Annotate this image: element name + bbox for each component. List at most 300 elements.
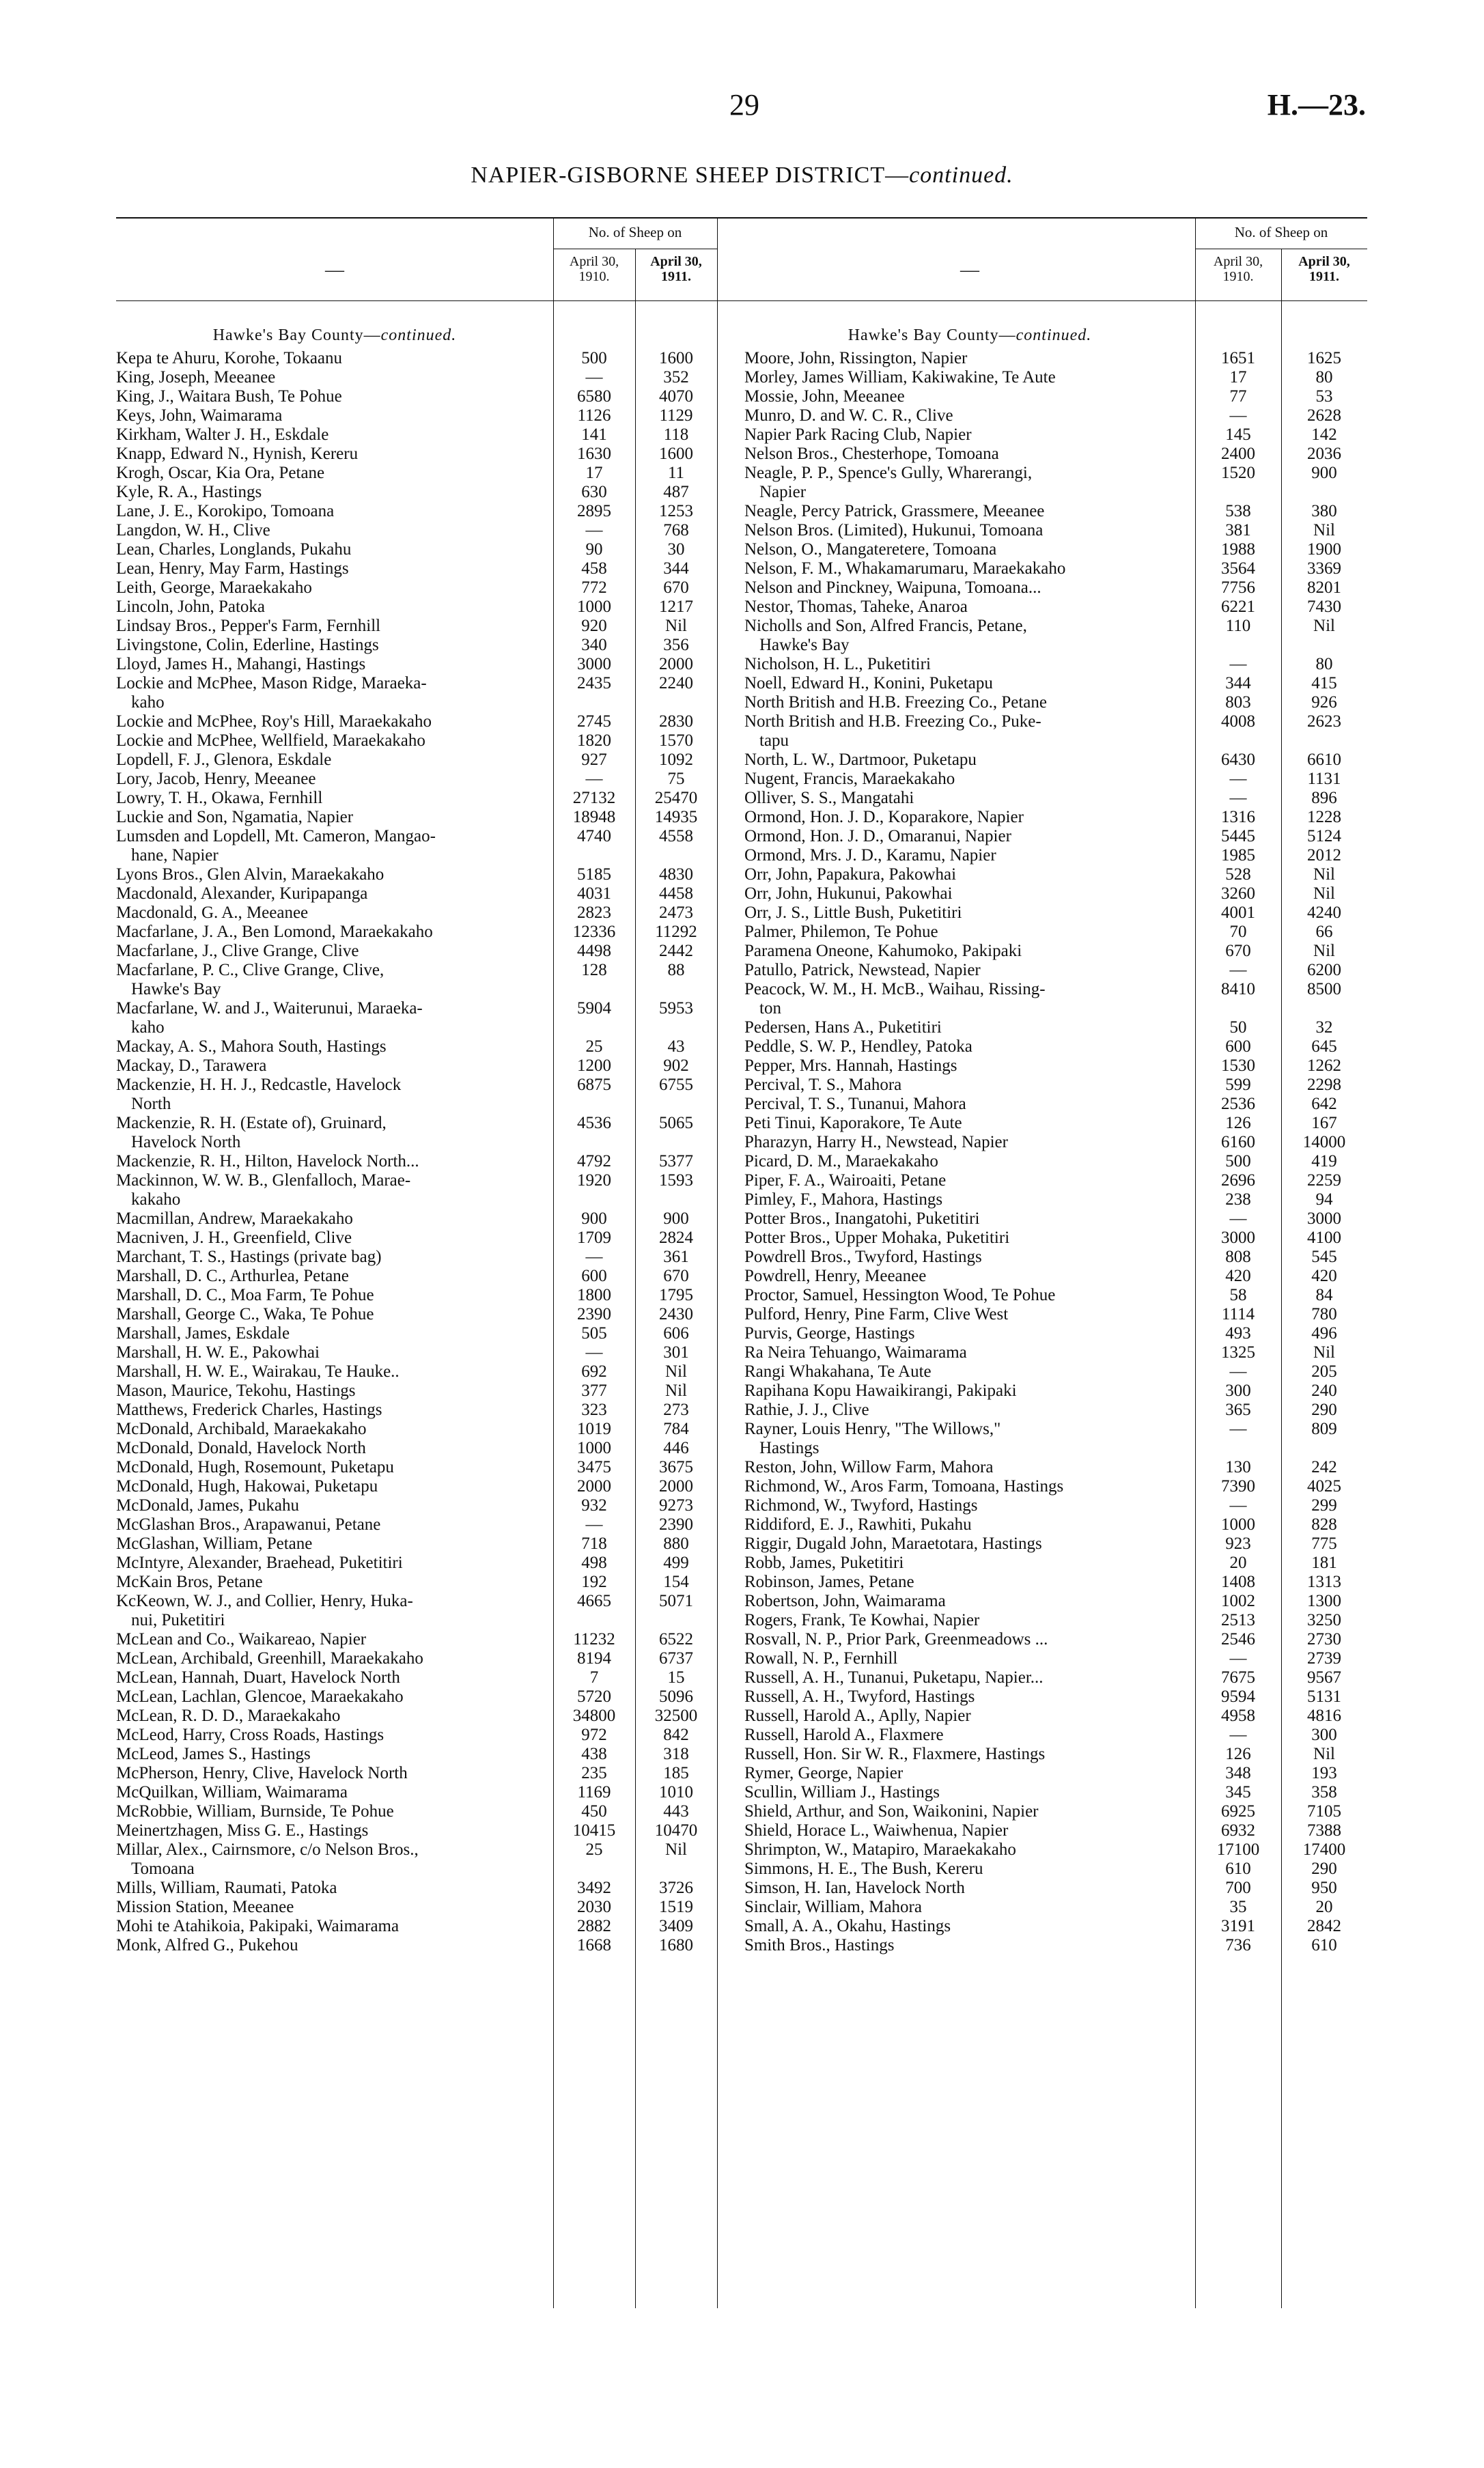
sheep-1911: 900	[1311, 464, 1337, 482]
table-row	[116, 483, 744, 502]
table-row	[744, 961, 1367, 980]
sheep-1911: 545	[1311, 1248, 1337, 1266]
table-row	[116, 1152, 744, 1171]
sheep-1911: 496	[1311, 1324, 1337, 1343]
sheep-1910: 6430	[1221, 751, 1255, 769]
sheep-1911: Nil	[665, 1382, 687, 1400]
table-row	[744, 1209, 1367, 1229]
owner-name: Reston, John, Willow Farm, Mahora	[744, 1458, 994, 1476]
owner-name: Mason, Maurice, Tekohu, Hastings	[116, 1382, 356, 1400]
sheep-1910: 10415	[572, 1821, 616, 1840]
table-row	[744, 827, 1367, 846]
sheep-1910: 3191	[1221, 1917, 1255, 1935]
owner-name: Livingstone, Colin, Ederline, Hastings	[116, 636, 379, 654]
sheep-1911: 53	[1315, 387, 1333, 406]
table-row	[744, 846, 1367, 865]
table-row	[744, 1152, 1367, 1171]
owner-name: Sinclair, William, Mahora	[744, 1898, 922, 1916]
sheep-1910: 110	[1225, 617, 1251, 635]
table-row	[744, 674, 1367, 693]
table-row	[744, 1420, 1367, 1458]
sheep-count-group-header: No. of Sheep on	[588, 224, 682, 240]
owner-name: Millar, Alex., Cairnsmore, c/o Nelson Bros., Tomoana	[116, 1840, 419, 1878]
sheep-1910: 1000	[577, 598, 611, 616]
owner-name: Lane, J. E., Korokipo, Tomoana	[116, 502, 335, 520]
table-row	[744, 502, 1367, 521]
sheep-1911: 4558	[659, 827, 693, 845]
table-row	[744, 1076, 1367, 1095]
sheep-1910: 235	[581, 1764, 607, 1782]
owner-name: Nelson and Pinckney, Waipuna, Tomoana...	[744, 578, 1041, 597]
table-row	[744, 1745, 1367, 1764]
sheep-1910: 300	[1225, 1382, 1251, 1400]
sheep-1910: 692	[581, 1362, 607, 1381]
owner-name: Smith Bros., Hastings	[744, 1936, 895, 1954]
owner-name: McGlashan Bros., Arapawanui, Petane	[116, 1515, 381, 1534]
sheep-1910: 2000	[577, 1477, 611, 1496]
sheep-1910: —	[1229, 406, 1247, 425]
sheep-1910: 1988	[1221, 540, 1255, 559]
sheep-1911: 66	[1315, 923, 1333, 941]
table-row	[116, 1879, 744, 1898]
sheep-1911: 14000	[1302, 1133, 1346, 1151]
table-row	[744, 1554, 1367, 1573]
owner-name: McDonald, James, Pukahu	[116, 1496, 300, 1515]
sheep-1911: 290	[1311, 1860, 1337, 1878]
sheep-1910: 1325	[1221, 1343, 1255, 1362]
table-row	[116, 731, 744, 751]
owner-name: Macfarlane, J., Clive Grange, Clive	[116, 942, 359, 960]
owner-name: Simmons, H. E., The Bush, Kereru	[744, 1860, 983, 1878]
table-row	[116, 770, 744, 789]
sheep-1910: 12336	[572, 923, 616, 941]
sheep-1910: 17	[585, 464, 603, 482]
owner-name: Ormond, Mrs. J. D., Karamu, Napier	[744, 846, 996, 865]
table-row	[116, 425, 744, 445]
table-row	[116, 1439, 744, 1458]
sheep-1911: 1217	[659, 598, 693, 616]
owner-name: Lean, Charles, Longlands, Pukahu	[116, 540, 352, 559]
owner-name: Marshall, James, Eskdale	[116, 1324, 290, 1343]
sheep-1911: Nil	[1313, 1343, 1335, 1362]
owner-name: Potter Bros., Inangatohi, Puketitiri	[744, 1209, 980, 1228]
sheep-1910: 803	[1225, 693, 1251, 712]
owner-name: Small, A. A., Okahu, Hastings	[744, 1917, 951, 1935]
owner-name: Mission Station, Meeanee	[116, 1898, 294, 1916]
sheep-1910: 1000	[1221, 1515, 1255, 1534]
table-row	[744, 578, 1367, 598]
name-column-header: —	[325, 260, 344, 281]
sheep-1911: 167	[1311, 1114, 1337, 1132]
table-row	[116, 464, 744, 483]
owner-name: McLean, R. D. D., Maraekakaho	[116, 1707, 341, 1725]
owner-name: Lockie and McPhee, Mason Ridge, Maraeka- kaho	[116, 674, 427, 712]
table-row	[116, 521, 744, 540]
table-row	[744, 1649, 1367, 1668]
sheep-count-group-header: No. of Sheep on	[1234, 224, 1328, 240]
sheep-1911: 487	[663, 483, 689, 501]
sheep-1911: 606	[663, 1324, 689, 1343]
sheep-1911: 32500	[654, 1707, 698, 1725]
sheep-1910: 458	[581, 559, 607, 578]
owner-name: Piper, F. A., Wairoaiti, Petane	[744, 1171, 947, 1190]
owner-name: Russell, Hon. Sir W. R., Flaxmere, Hastings	[744, 1745, 1046, 1763]
sheep-1910: 4001	[1221, 903, 1255, 922]
table-row	[116, 1726, 744, 1745]
table-row	[744, 1133, 1367, 1152]
owner-name: Monk, Alfred G., Pukehou	[116, 1936, 298, 1954]
sheep-1911: 415	[1311, 674, 1337, 692]
owner-name: Mackenzie, H. H. J., Redcastle, Havelock North	[116, 1076, 402, 1113]
owner-name: Lockie and McPhee, Roy's Hill, Maraekakaho	[116, 712, 432, 731]
table-row	[116, 961, 744, 999]
sheep-1910: 6875	[577, 1076, 611, 1094]
table-row	[116, 1554, 744, 1573]
sheep-1911: 7105	[1307, 1802, 1341, 1821]
sheep-1911: 181	[1311, 1554, 1337, 1572]
owner-name: Marchant, T. S., Hastings (private bag)	[116, 1248, 382, 1266]
sheep-1910: 1630	[577, 445, 611, 463]
sheep-1910: 145	[1225, 425, 1251, 444]
table-row	[116, 865, 744, 884]
sheep-1911: 290	[1311, 1401, 1337, 1419]
sheep-1910: 1114	[1221, 1305, 1255, 1323]
column-rule	[1281, 249, 1282, 300]
sheep-1911: 242	[1311, 1458, 1337, 1476]
table-row	[744, 712, 1367, 751]
sheep-1911: 2000	[659, 655, 693, 673]
owner-name: Meinertzhagen, Miss G. E., Hastings	[116, 1821, 369, 1840]
table-row	[744, 884, 1367, 903]
sheep-1910: —	[1229, 1209, 1247, 1228]
sheep-1910: 2400	[1221, 445, 1255, 463]
sheep-1910: 1126	[577, 406, 611, 425]
sheep-1910: 6160	[1221, 1133, 1255, 1151]
sheep-1910: 3260	[1221, 884, 1255, 903]
table-row	[116, 674, 744, 712]
sheep-1910: 9594	[1221, 1687, 1255, 1706]
sheep-1911: 142	[1311, 425, 1337, 444]
sheep-1911: 670	[663, 1267, 689, 1285]
owner-name: McKain Bros, Petane	[116, 1573, 263, 1591]
owner-name: Pulford, Henry, Pine Farm, Clive West	[744, 1305, 1009, 1323]
sheep-1910: 11232	[573, 1630, 615, 1649]
table-row	[744, 770, 1367, 789]
sheep-1910: 600	[581, 1267, 607, 1285]
table-row	[744, 808, 1367, 827]
page-title	[0, 163, 1484, 188]
sheep-1911: Nil	[665, 1840, 687, 1859]
table-row	[744, 540, 1367, 559]
sheep-1910: 340	[581, 636, 607, 654]
sheep-1911: 2730	[1307, 1630, 1341, 1649]
sheep-1911: 3250	[1307, 1611, 1341, 1629]
table-row	[744, 1936, 1367, 1955]
sheep-1910: 2030	[577, 1898, 611, 1916]
owner-name: Mills, William, Raumati, Patoka	[116, 1879, 337, 1897]
table-row	[744, 865, 1367, 884]
owner-name: Nugent, Francis, Maraekakaho	[744, 770, 955, 788]
table-row	[116, 578, 744, 598]
table-row	[116, 1229, 744, 1248]
owner-name: Powdrell, Henry, Meeanee	[744, 1267, 927, 1285]
sheep-1910: 1000	[577, 1439, 611, 1457]
table-row	[744, 1917, 1367, 1936]
owner-name: Picard, D. M., Maraekakaho	[744, 1152, 938, 1170]
sheep-1910: —	[1229, 1362, 1247, 1381]
owner-name: Noell, Edward H., Konini, Puketapu	[744, 674, 993, 692]
sheep-1911: 6610	[1307, 751, 1341, 769]
owner-name: Paramena Oneone, Kahumoko, Pakipaki	[744, 942, 1022, 960]
owner-name: Rymer, George, Napier	[744, 1764, 904, 1782]
owner-name: Patullo, Patrick, Newstead, Napier	[744, 961, 981, 979]
sheep-1911: 11292	[655, 923, 697, 941]
sheep-1911: 361	[663, 1248, 689, 1266]
sheep-1911: 2390	[659, 1515, 693, 1534]
sheep-1910: 77	[1229, 387, 1247, 406]
table-row	[116, 1898, 744, 1917]
sheep-1911: 80	[1315, 655, 1333, 673]
sheep-1911: 2430	[659, 1305, 693, 1323]
sheep-1911: 17400	[1302, 1840, 1346, 1859]
table-row	[744, 1687, 1367, 1707]
owner-name: Palmer, Philemon, Te Pohue	[744, 923, 938, 941]
sheep-1911: 1092	[659, 751, 693, 769]
table-row	[744, 617, 1367, 655]
owner-name: KcKeown, W. J., and Collier, Henry, Huka- nui, Puketitiri	[116, 1592, 413, 1629]
sheep-1911: 809	[1311, 1420, 1337, 1438]
table-row	[116, 1515, 744, 1534]
sheep-1911: 950	[1311, 1879, 1337, 1897]
owner-name: Ormond, Hon. J. D., Omaranui, Napier	[744, 827, 1011, 845]
table-row	[744, 1324, 1367, 1343]
sheep-1911: 2623	[1307, 712, 1341, 731]
sheep-1911: 7388	[1307, 1821, 1341, 1840]
owner-name: Krogh, Oscar, Kia Ora, Petane	[116, 464, 325, 482]
owner-name: Potter Bros., Upper Mohaka, Puketitiri	[744, 1229, 1010, 1247]
table-row	[116, 1668, 744, 1687]
sheep-1911: 3000	[1307, 1209, 1341, 1228]
owner-name: Napier Park Racing Club, Napier	[744, 425, 972, 444]
sheep-1910: 1800	[577, 1286, 611, 1304]
table-row	[744, 445, 1367, 464]
sheep-1911: 8500	[1307, 980, 1341, 998]
table-row	[116, 1343, 744, 1362]
sheep-1910: 932	[581, 1496, 607, 1515]
owner-name: Macniven, J. H., Greenfield, Clive	[116, 1229, 352, 1247]
sheep-1911: 1900	[1307, 540, 1341, 559]
sheep-1911: 2824	[659, 1229, 693, 1247]
column-rule	[717, 219, 718, 300]
sheep-1911: 768	[663, 521, 689, 539]
rows-left	[116, 349, 744, 1955]
table-row	[116, 1477, 744, 1496]
sheep-1910: 4031	[577, 884, 611, 903]
table-row	[116, 1248, 744, 1267]
sheep-1911: 356	[663, 636, 689, 654]
owner-name: McDonald, Hugh, Hakowai, Puketapu	[116, 1477, 378, 1496]
sheep-1910: 4665	[577, 1592, 611, 1610]
sheep-1910: 3492	[577, 1879, 611, 1897]
column-header-1910: April 30, 1910.	[1213, 254, 1263, 284]
table-row	[116, 1362, 744, 1382]
sheep-1911: 1625	[1307, 349, 1341, 367]
sheep-1911: 1680	[659, 1936, 693, 1954]
sheep-1910: 493	[1225, 1324, 1251, 1343]
sheep-1911: 880	[663, 1534, 689, 1553]
table-row	[744, 789, 1367, 808]
table-row	[116, 1783, 744, 1802]
sheep-1911: 2739	[1307, 1649, 1341, 1668]
sheep-1910: 2546	[1221, 1630, 1255, 1649]
owner-name: Rowall, N. P., Fernhill	[744, 1649, 898, 1668]
table-row	[116, 1286, 744, 1305]
owner-name: Marshall, H. W. E., Wairakau, Te Hauke..	[116, 1362, 400, 1381]
owner-name: Nicholson, H. L., Puketitiri	[744, 655, 931, 673]
sheep-1911: 3726	[659, 1879, 693, 1897]
owner-name: King, J., Waitara Bush, Te Pohue	[116, 387, 342, 406]
sheep-1911: 2259	[1307, 1171, 1341, 1190]
sheep-1911: 9273	[659, 1496, 693, 1515]
sheep-1911: 5377	[659, 1152, 693, 1170]
table-row	[116, 1037, 744, 1056]
sheep-1911: 1010	[659, 1783, 693, 1801]
table-row	[116, 1458, 744, 1477]
table-row	[744, 1114, 1367, 1133]
table-row	[744, 751, 1367, 770]
owner-name: North British and H.B. Freezing Co., Puke- tapu	[744, 712, 1041, 750]
table-row	[744, 1286, 1367, 1305]
owner-name: Leith, George, Maraekakaho	[116, 578, 312, 597]
sheep-1910: 141	[581, 425, 607, 444]
sheep-1911: 30	[667, 540, 685, 559]
owner-name: Rayner, Louis Henry, "The Willows," Hastings	[744, 1420, 1001, 1457]
sheep-1910: 700	[1225, 1879, 1251, 1897]
sheep-1910: 1820	[577, 731, 611, 750]
table-row	[116, 1821, 744, 1840]
sheep-1910: 50	[1229, 1018, 1247, 1037]
owner-name: Macdonald, Alexander, Kuripapanga	[116, 884, 368, 903]
sheep-1910: 25	[585, 1037, 603, 1056]
left-table	[116, 217, 744, 2307]
owner-name: Pedersen, Hans A., Puketitiri	[744, 1018, 942, 1037]
sheep-1910: —	[1229, 1726, 1247, 1744]
sheep-1910: 438	[581, 1745, 607, 1763]
owner-name: Nelson Bros., Chesterhope, Tomoana	[744, 445, 999, 463]
sheep-1910: 4792	[577, 1152, 611, 1170]
sheep-1910: 126	[1225, 1114, 1251, 1132]
sheep-1911: 84	[1315, 1286, 1333, 1304]
sheep-1910: 58	[1229, 1286, 1247, 1304]
sheep-1910: 25	[585, 1840, 603, 1859]
table-row	[116, 617, 744, 636]
sheep-1911: 4240	[1307, 903, 1341, 922]
owner-name: Nelson, F. M., Whakamarumaru, Maraekakaho	[744, 559, 1066, 578]
table-row	[744, 980, 1367, 1018]
owner-name: McLean, Lachlan, Glencoe, Maraekakaho	[116, 1687, 404, 1706]
table-row	[116, 1707, 744, 1726]
table-row	[116, 1076, 744, 1114]
sheep-1910: —	[1229, 655, 1247, 673]
sheep-1910: 923	[1225, 1534, 1251, 1553]
sheep-1910: 927	[581, 751, 607, 769]
sheep-1911: 6200	[1307, 961, 1341, 979]
table-row	[116, 368, 744, 387]
sheep-1910: 348	[1225, 1764, 1251, 1782]
sheep-1910: 505	[581, 1324, 607, 1343]
sheep-1910: —	[1229, 770, 1247, 788]
sheep-1910: 192	[581, 1573, 607, 1591]
sheep-1911: 896	[1311, 789, 1337, 807]
sheep-1910: 670	[1225, 942, 1251, 960]
owner-name: Lindsay Bros., Pepper's Farm, Fernhill	[116, 617, 381, 635]
table-row	[744, 1305, 1367, 1324]
owner-name: Kepa te Ahuru, Korohe, Tokaanu	[116, 349, 343, 367]
sheep-1911: 645	[1311, 1037, 1337, 1056]
owner-name: Macfarlane, J. A., Ben Lomond, Maraekakaho	[116, 923, 433, 941]
table-row	[116, 789, 744, 808]
sheep-1910: 1019	[577, 1420, 611, 1438]
sheep-1911: Nil	[1313, 884, 1335, 903]
sheep-1911: 446	[663, 1439, 689, 1457]
sheep-1911: 5131	[1307, 1687, 1341, 1706]
sheep-1911: 1795	[659, 1286, 693, 1304]
sheep-1911: 1600	[659, 349, 693, 367]
owner-name: Macmillan, Andrew, Maraekakaho	[116, 1209, 353, 1228]
owner-name: Riggir, Dugald John, Maraetotara, Hastings	[744, 1534, 1042, 1553]
sheep-1911: 6522	[659, 1630, 693, 1649]
table-row	[116, 502, 744, 521]
owner-name: North, L. W., Dartmoor, Puketapu	[744, 751, 977, 769]
table-row	[116, 1420, 744, 1439]
owner-name: Nestor, Thomas, Taheke, Anaroa	[744, 598, 968, 616]
sheep-1911: 344	[663, 559, 689, 578]
table-row	[116, 1534, 744, 1554]
owner-name: Lowry, T. H., Okawa, Fernhill	[116, 789, 323, 807]
sheep-1910: 2745	[577, 712, 611, 731]
table-row	[116, 712, 744, 731]
owner-name: Lloyd, James H., Mahangi, Hastings	[116, 655, 366, 673]
table-row	[744, 464, 1367, 502]
sheep-1911: 419	[1311, 1152, 1337, 1170]
sheep-1911: 4830	[659, 865, 693, 884]
sheep-1910: 3564	[1221, 559, 1255, 578]
sheep-1910: 4498	[577, 942, 611, 960]
sheep-1911: 75	[667, 770, 685, 788]
table-row	[116, 406, 744, 425]
table-row	[116, 942, 744, 961]
table-row	[116, 1802, 744, 1821]
sheep-1911: 380	[1311, 502, 1337, 520]
sheep-1910: —	[585, 368, 603, 387]
table-row	[744, 425, 1367, 445]
table-row	[116, 1573, 744, 1592]
owner-name: Lumsden and Lopdell, Mt. Cameron, Mangao- hane, Napier	[116, 827, 436, 865]
sheep-1910: 1200	[577, 1056, 611, 1075]
column-header-1911: April 30, 1911.	[1298, 254, 1350, 284]
sheep-1911: 185	[663, 1764, 689, 1782]
owner-name: Russell, A. H., Tunanui, Puketapu, Napier...	[744, 1668, 1044, 1687]
sheep-1910: 2536	[1221, 1095, 1255, 1113]
sheep-1911: 2240	[659, 674, 693, 692]
sheep-1910: 450	[581, 1802, 607, 1821]
sheep-1910: —	[585, 1343, 603, 1362]
owner-name: Mackenzie, R. H. (Estate of), Gruinard, Havelock North	[116, 1114, 387, 1151]
owner-name: Robertson, John, Waimarama	[744, 1592, 946, 1610]
owner-name: Langdon, W. H., Clive	[116, 521, 270, 539]
sheep-1910: 500	[1225, 1152, 1251, 1170]
sheep-1911: 1228	[1307, 808, 1341, 826]
